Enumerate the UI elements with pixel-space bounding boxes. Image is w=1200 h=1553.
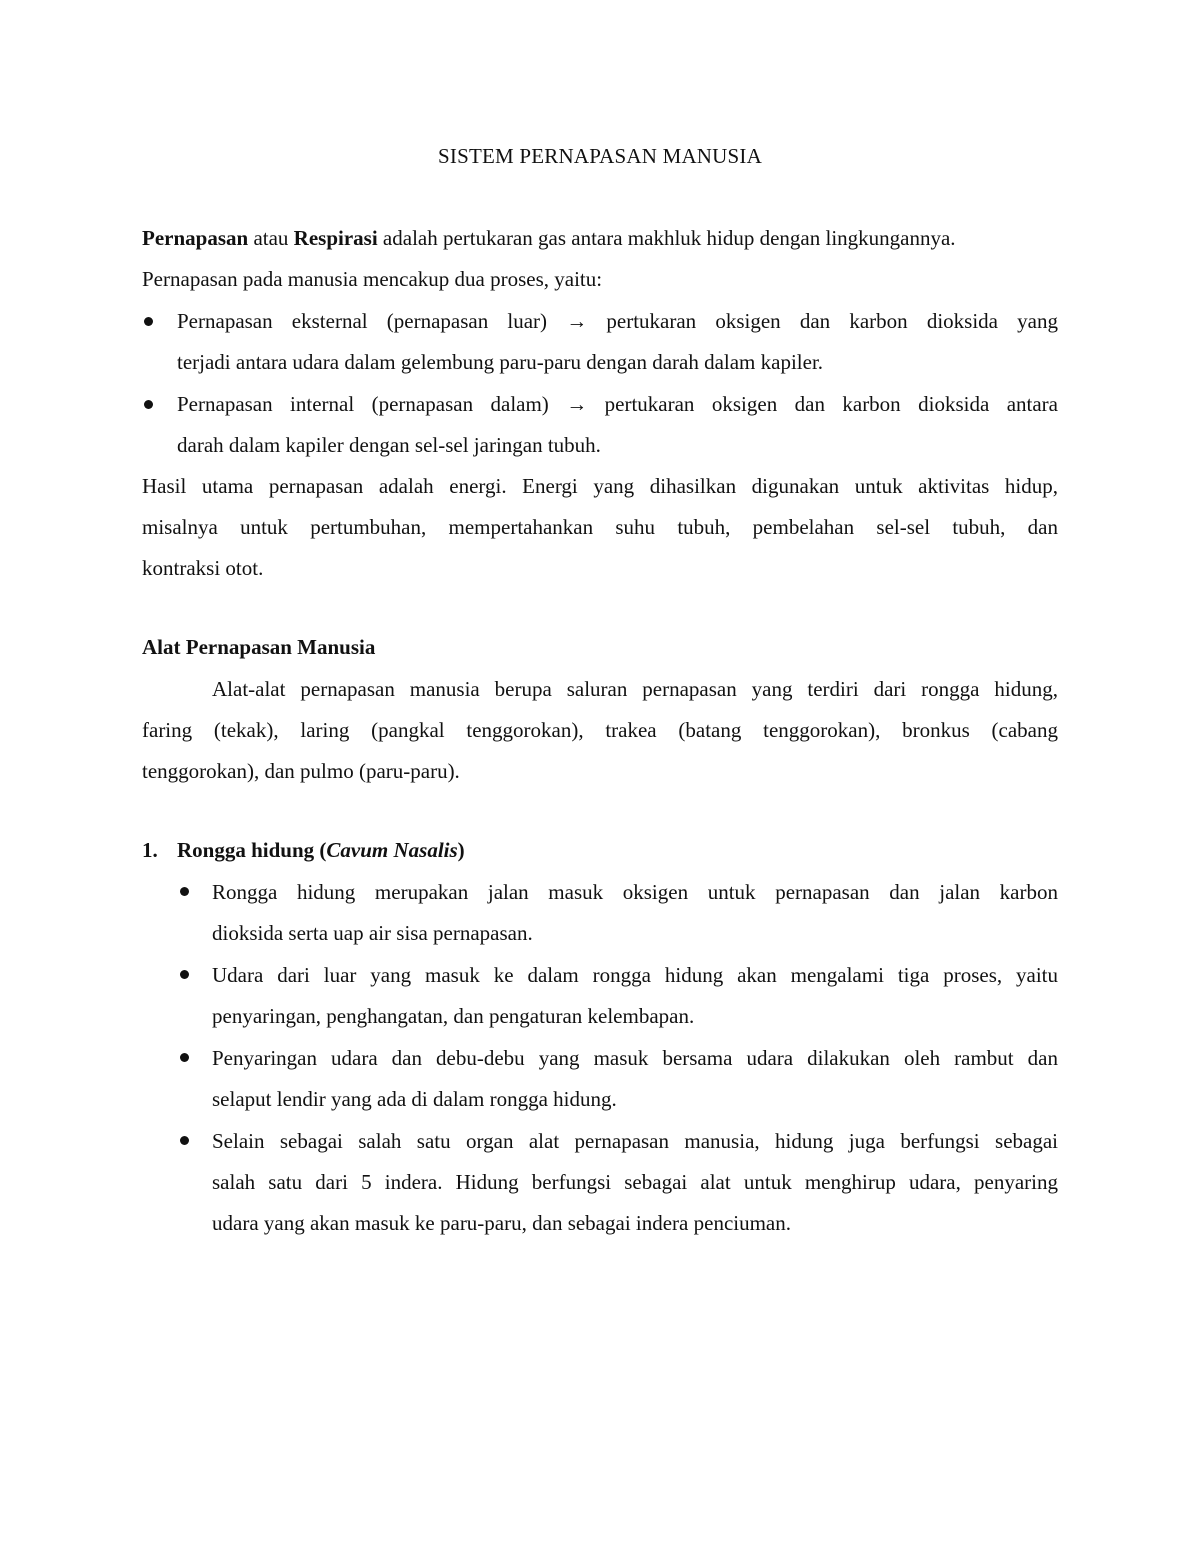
hidung-bullet-1-line-1: Rongga hidung merupakan jalan masuk oksigen untuk pernapasan dan jalan karbon (212, 880, 1058, 904)
alat-line-1: Alat-alat pernapasan manusia berupa saluran pernapasan yang terdiri dari rongga hidung, (212, 677, 1058, 701)
energy-line-3: kontraksi otot. (142, 556, 264, 580)
bullet-dot (180, 1136, 189, 1145)
heading-close: ) (457, 838, 465, 862)
hidung-bullet-3-line-1: Penyaringan udara dan debu-debu yang masuk bersama udara dilakukan oleh rambut dan (212, 1046, 1058, 1070)
alat-line-3: tenggorokan), dan pulmo (paru-paru). (142, 759, 460, 783)
alat-line-2: faring (tekak), laring (pangkal tenggorokan), trakea (batang tenggorokan), bronkus (cabang (142, 718, 1058, 742)
hidung-bullet-4-line-3: udara yang akan masuk ke paru-paru, dan sebagai indera penciuman. (212, 1211, 792, 1235)
hidung-bullet-2-line-2: penyaringan, penghangatan, dan pengaturan kelembapan. (212, 1004, 695, 1028)
bullet-dot (180, 1053, 189, 1062)
energy-line-1: Hasil utama pernapasan adalah energi. Energi yang dihasilkan digunakan untuk aktivitas hidup, (142, 474, 1058, 498)
intro-definition: adalah pertukaran gas antara makhluk hidup dengan lingkungannya. (377, 226, 956, 250)
intro-atau: atau (248, 226, 294, 250)
term-respirasi: Respirasi (293, 226, 378, 250)
section-heading-alat: Alat Pernapasan Manusia (142, 635, 376, 659)
document-title: SISTEM PERNAPASAN MANUSIA (438, 144, 762, 168)
hidung-bullet-4-line-2: salah satu dari 5 indera. Hidung berfungsi sebagai alat untuk menghirup udara, penyaring (212, 1170, 1058, 1194)
intro-line-2: Pernapasan pada manusia mencakup dua proses, yaitu: (142, 267, 603, 291)
process-internal-line-2: darah dalam kapiler dengan sel-sel jaringan tubuh. (177, 433, 601, 457)
process-external-line-1: Pernapasan eksternal (pernapasan luar) → pertukaran oksigen dan karbon dioksida yang (177, 309, 1058, 333)
term-pernapasan: Pernapasan (142, 226, 249, 250)
section-heading-hidung (142, 837, 465, 863)
process-external-line-2: terjadi antara udara dalam gelembung paru-paru dengan darah dalam kapiler. (177, 350, 824, 374)
bullet-dot (180, 970, 189, 979)
hidung-bullet-1-line-2: dioksida serta uap air sisa pernapasan. (212, 921, 533, 945)
process-internal-line-1: Pernapasan internal (pernapasan dalam) → pertukaran oksigen dan karbon dioksida antara (177, 392, 1058, 416)
bullet-dot (144, 400, 153, 409)
intro-line-1 (142, 225, 1058, 251)
section-number: 1. (142, 838, 158, 862)
hidung-bullet-2-line-1: Udara dari luar yang masuk ke dalam rongga hidung akan mengalami tiga proses, yaitu (212, 963, 1058, 987)
hidung-bullet-4-line-1: Selain sebagai salah satu organ alat pernapasan manusia, hidung juga berfungsi sebagai (212, 1129, 1058, 1153)
energy-line-2: misalnya untuk pertumbuhan, mempertahankan suhu tubuh, pembelahan sel-sel tubuh, dan (142, 515, 1058, 539)
hidung-bullet-3-line-2: selaput lendir yang ada di dalam rongga hidung. (212, 1087, 617, 1111)
bullet-dot (144, 317, 153, 326)
heading-latin: Cavum Nasalis (326, 838, 458, 862)
bullet-dot (180, 887, 189, 896)
heading-text: Rongga hidung ( (177, 838, 327, 862)
